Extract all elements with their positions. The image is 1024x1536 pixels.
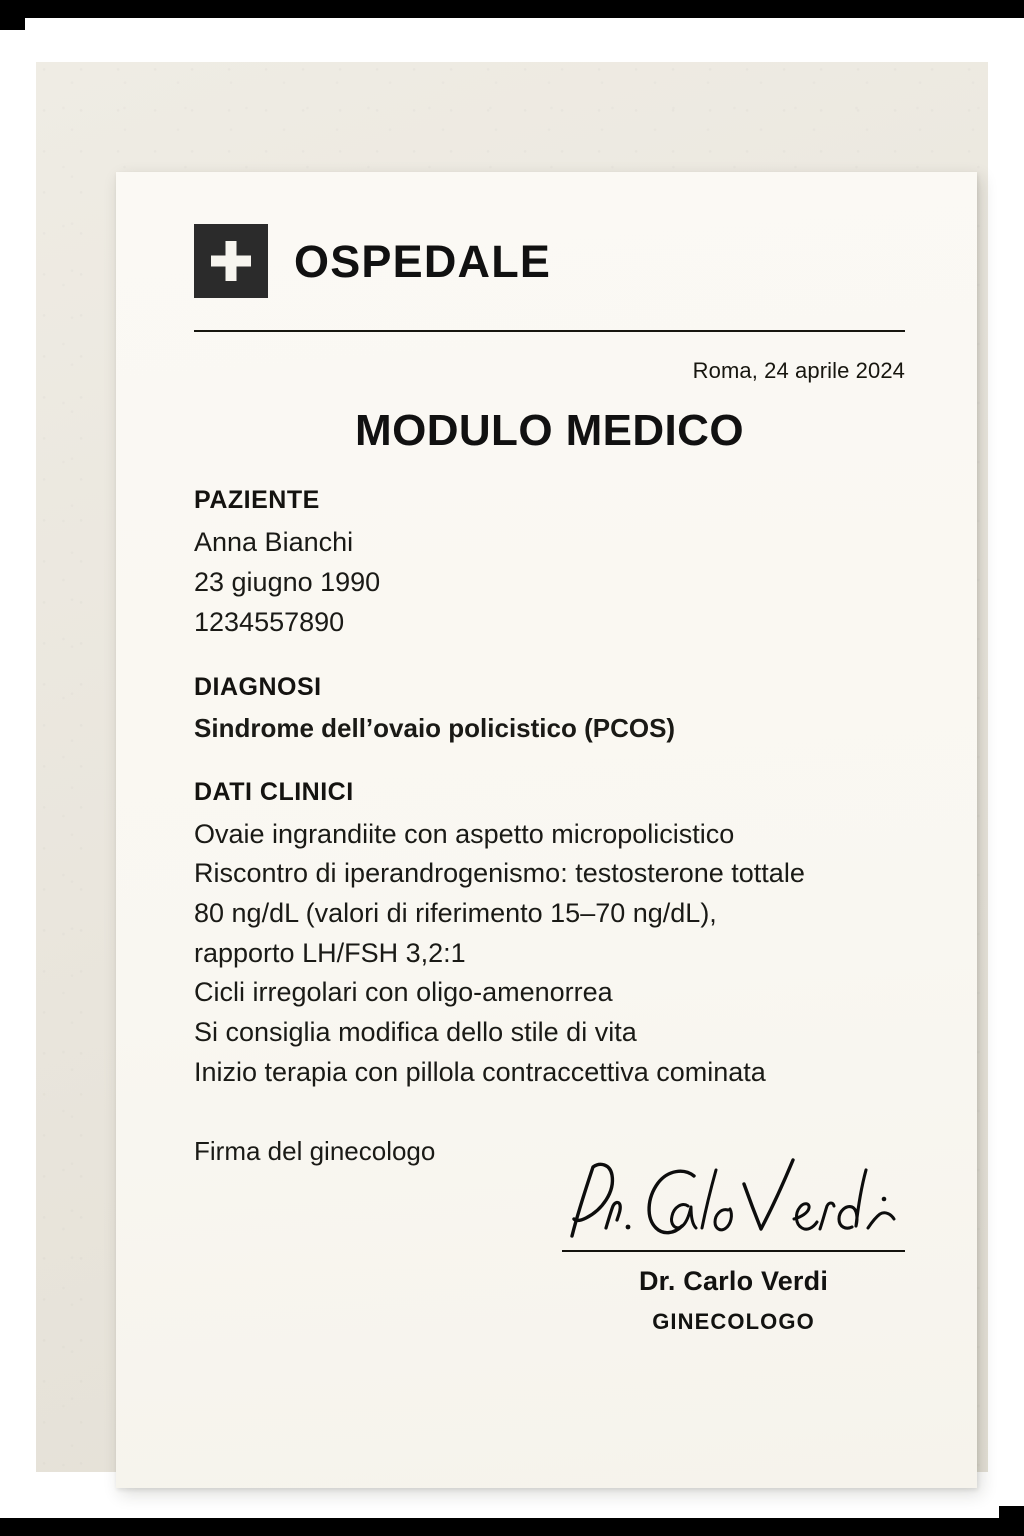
hospital-name: OSPEDALE (294, 235, 552, 287)
signature-caption: Firma del ginecologo (194, 1136, 436, 1167)
medical-form-sheet (116, 172, 977, 1488)
patient-details (194, 523, 905, 643)
clinical-line: rapporto LH/FSH 3,2:1 (194, 937, 466, 968)
clinical-data-lines (194, 815, 905, 1093)
frame-bar-top-nib (0, 18, 25, 30)
diagnosis-section (194, 673, 905, 748)
document-date: Roma, 24 aprile 2024 (692, 358, 905, 383)
frame-bar-bottom-nib (999, 1506, 1024, 1518)
patient-birthdate: 23 giugno 1990 (194, 566, 381, 597)
document-backdrop (36, 62, 988, 1472)
header-divider (194, 330, 905, 332)
clinical-line: Si consiglia modifica dello stile di vita (194, 1016, 637, 1047)
doctor-name: Dr. Carlo Verdi (638, 1266, 829, 1297)
signature-area (562, 1150, 905, 1335)
frame-bar-top (0, 0, 1024, 18)
sheet-content (194, 224, 905, 1366)
clinical-line: Riscontro di iperandrogenismo: testosterone tottale (194, 858, 805, 889)
doctor-role: GINECOLOGO (652, 1309, 815, 1335)
patient-section (194, 486, 905, 643)
handwritten-signature-icon (562, 1150, 905, 1250)
clinical-line: Ovaie ingrandiite con aspetto micropolicistico (194, 818, 735, 849)
hospital-header (194, 224, 905, 298)
clinical-data-section (194, 778, 905, 1093)
diagnosis-section-label: DIAGNOSI (194, 672, 322, 701)
page-title: MODULO MEDICO (355, 406, 744, 455)
clinical-line: Inizio terapia con pillola contraccettiva cominata (194, 1056, 766, 1087)
clinical-line: Cicli irregolari con oligo-amenorrea (194, 977, 613, 1008)
clinical-data-section-label: DATI CLINICI (194, 777, 354, 806)
signature-block (194, 1136, 905, 1366)
diagnosis-text: Sindrome dell’ovaio policistico (PCOS) (194, 712, 676, 743)
frame-bar-bottom (0, 1518, 1024, 1536)
patient-section-label: PAZIENTE (194, 486, 320, 514)
medical-cross-icon (194, 224, 268, 298)
patient-name: Anna Bianchi (194, 527, 354, 557)
patient-id-number: 1234557890 (194, 606, 345, 637)
clinical-line: 80 ng/dL (valori di riferimento 15–70 ng/dL), (194, 897, 717, 928)
signature-line (562, 1250, 905, 1252)
